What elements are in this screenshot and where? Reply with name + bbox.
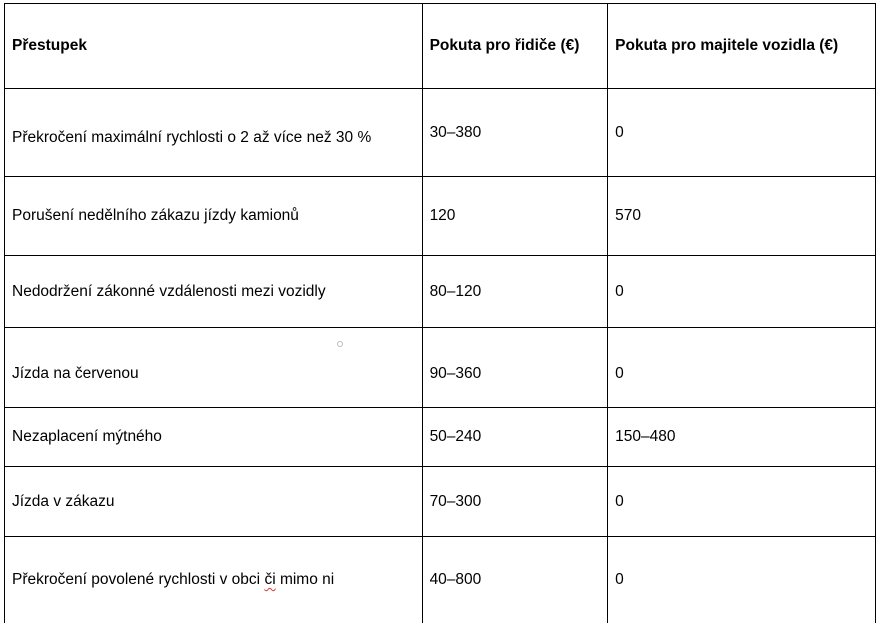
cell-owner-fine: 0	[608, 537, 876, 623]
table-row	[5, 328, 876, 408]
cell-driver-fine: 120	[422, 177, 608, 256]
header-owner-fine: Pokuta pro majitele vozidla (€)	[608, 4, 876, 89]
cell-driver-fine: 90–360	[422, 328, 608, 408]
table-row	[5, 89, 876, 177]
table-row	[5, 256, 876, 328]
table-row	[5, 537, 876, 623]
cell-offense: Nedodržení zákonné vzdálenosti mezi vozidly	[5, 256, 423, 328]
cell-driver-fine: 80–120	[422, 256, 608, 328]
cell-offense: Překročení maximální rychlosti o 2 až více než 30 %	[5, 89, 423, 177]
cell-driver-fine: 40–800	[422, 537, 608, 623]
cell-offense: Nezaplacení mýtného	[5, 408, 423, 467]
spellcheck-flagged-word[interactable]: či	[264, 570, 276, 588]
cell-owner-fine: 150–480	[608, 408, 876, 467]
cell-driver-fine: 70–300	[422, 467, 608, 537]
header-driver-fine: Pokuta pro řidiče (€)	[422, 4, 608, 89]
offense-text-prefix: Překročení povolené rychlosti v obci	[12, 570, 265, 588]
offense-text-suffix: mimo ni	[275, 570, 335, 588]
header-offense: Přestupek	[5, 4, 423, 89]
cell-offense: Jízda na červenou	[5, 328, 423, 408]
table-row	[5, 177, 876, 256]
cell-offense: Porušení nedělního zákazu jízdy kamionů	[5, 177, 423, 256]
cell-owner-fine: 0	[608, 328, 876, 408]
table-row	[5, 408, 876, 467]
cell-offense: Jízda v zákazu	[5, 467, 423, 537]
cell-driver-fine: 50–240	[422, 408, 608, 467]
fines-table	[4, 3, 876, 623]
cell-driver-fine: 30–380	[422, 89, 608, 177]
stray-dot-mark	[337, 341, 343, 347]
cell-owner-fine: 0	[608, 467, 876, 537]
table-header-row	[5, 4, 876, 89]
table-row	[5, 467, 876, 537]
cell-offense	[5, 537, 423, 623]
cell-owner-fine: 0	[608, 256, 876, 328]
cell-owner-fine: 0	[608, 89, 876, 177]
cell-owner-fine: 570	[608, 177, 876, 256]
